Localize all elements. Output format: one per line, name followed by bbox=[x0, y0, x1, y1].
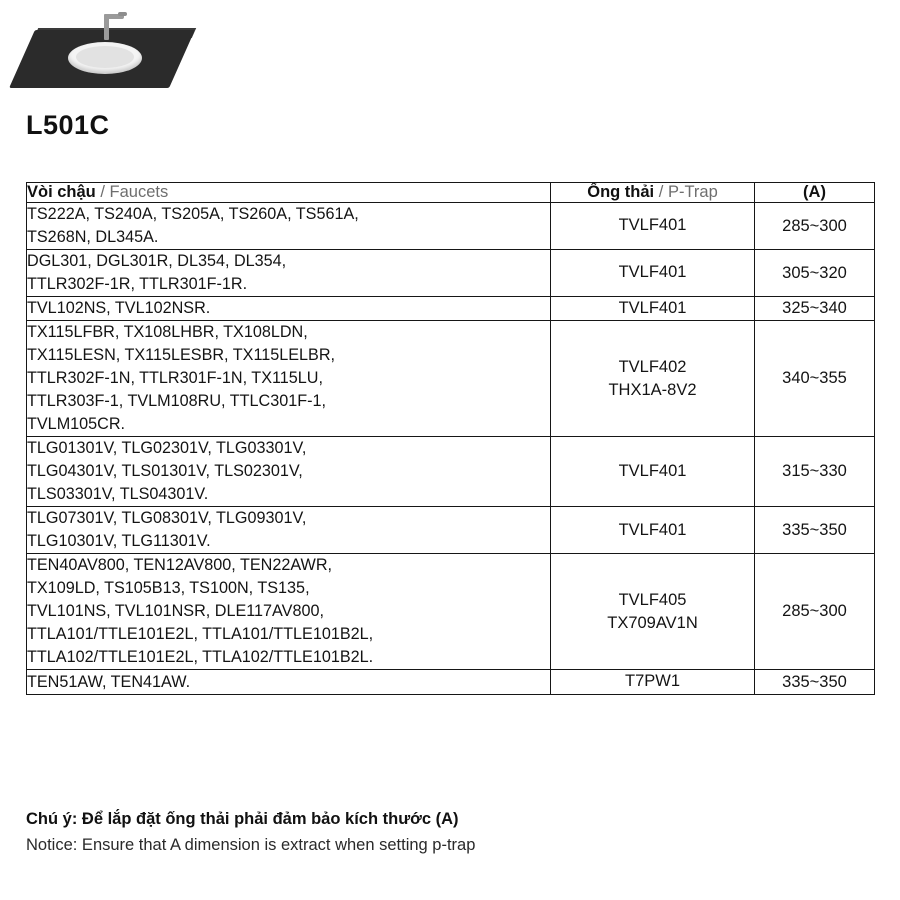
basin-bowl bbox=[76, 46, 134, 68]
faucet-line: TLG10301V, TLG11301V. bbox=[27, 532, 211, 551]
faucet-line: TTLR302F-1R, TTLR301F-1R. bbox=[27, 275, 248, 293]
cell-faucets bbox=[27, 297, 551, 321]
cell-dimension: 335~350 bbox=[755, 507, 875, 554]
ptrap-line: TX709AV1N bbox=[607, 613, 698, 632]
ptrap-line: TVLF405 bbox=[618, 590, 687, 609]
cell-dimension: 325~340 bbox=[755, 297, 875, 321]
header-faucets-en: Faucets bbox=[109, 183, 169, 201]
cell-dimension: 285~300 bbox=[755, 554, 875, 670]
faucet-line: TX115LFBR, TX108LHBR, TX108LDN, bbox=[27, 323, 308, 342]
faucet-line: TTLA101/TTLE101E2L, TTLA101/TTLE101B2L, bbox=[27, 625, 374, 644]
cell-ptrap bbox=[551, 670, 755, 694]
cell-ptrap bbox=[551, 250, 755, 297]
header-ptrap-separator: / bbox=[658, 183, 664, 201]
cell-dimension: 305~320 bbox=[755, 250, 875, 297]
cell-faucets bbox=[27, 250, 551, 297]
faucet-line: TTLA102/TTLE101E2L, TTLA102/TTLE101B2L. bbox=[27, 648, 374, 667]
table-body bbox=[27, 203, 875, 695]
faucet-line: TVLM105CR. bbox=[27, 415, 126, 434]
compatibility-table bbox=[26, 182, 875, 695]
cell-faucets bbox=[27, 203, 551, 250]
product-illustration bbox=[22, 12, 202, 94]
cell-ptrap bbox=[551, 297, 755, 321]
cell-ptrap bbox=[551, 554, 755, 670]
column-header-dimension bbox=[755, 183, 875, 203]
column-header-faucets bbox=[27, 183, 551, 203]
table-row bbox=[27, 554, 875, 670]
cell-faucets bbox=[27, 670, 551, 694]
faucet-line: TTLR302F-1N, TTLR301F-1N, TX115LU, bbox=[27, 369, 323, 388]
faucet-line: TVL101NS, TVL101NSR, DLE117AV800, bbox=[27, 602, 324, 621]
page-title: L501C bbox=[26, 110, 110, 140]
faucet-line: TVL102NS, TVL102NSR. bbox=[27, 299, 211, 318]
cell-ptrap bbox=[551, 203, 755, 250]
cell-faucets bbox=[27, 437, 551, 507]
cell-dimension: 285~300 bbox=[755, 203, 875, 250]
cell-ptrap bbox=[551, 507, 755, 554]
column-header-ptrap bbox=[551, 183, 755, 203]
cell-faucets bbox=[27, 554, 551, 670]
header-faucets-vn: Vòi chậu bbox=[27, 183, 96, 201]
table-row bbox=[27, 203, 875, 250]
cell-dimension: 315~330 bbox=[755, 437, 875, 507]
faucet-line: TEN40AV800, TEN12AV800, TEN22AWR, bbox=[27, 556, 333, 575]
faucet-line: TX109LD, TS105B13, TS100N, TS135, bbox=[27, 579, 310, 598]
faucet-line: TX115LESN, TX115LESBR, TX115LELBR, bbox=[27, 346, 336, 365]
faucet-line: TEN51AW, TEN41AW. bbox=[27, 672, 191, 691]
table-row bbox=[27, 321, 875, 437]
faucet-line: TS222A, TS240A, TS205A, TS260A, TS561A, bbox=[27, 205, 359, 223]
faucet-line: TTLR303F-1, TVLM108RU, TTLC301F-1, bbox=[27, 392, 326, 411]
table-row bbox=[27, 297, 875, 321]
cell-ptrap bbox=[551, 321, 755, 437]
faucet-handle-icon bbox=[118, 12, 127, 16]
table-row bbox=[27, 507, 875, 554]
ptrap-line: TVLF401 bbox=[618, 263, 687, 282]
header-ptrap-vn: Ống thải bbox=[587, 183, 655, 201]
ptrap-line: THX1A-8V2 bbox=[608, 380, 697, 399]
ptrap-line: T7PW1 bbox=[624, 672, 680, 691]
faucet-line: TLG01301V, TLG02301V, TLG03301V, bbox=[27, 439, 307, 458]
ptrap-line: TVLF401 bbox=[618, 462, 687, 481]
ptrap-line: TVLF402 bbox=[618, 357, 687, 376]
table-row bbox=[27, 437, 875, 507]
faucet-line: TLG04301V, TLS01301V, TLS02301V, bbox=[27, 462, 303, 481]
notice-en: Notice: Ensure that A dimension is extract when setting p-trap bbox=[26, 836, 476, 854]
ptrap-line: TVLF401 bbox=[618, 299, 687, 317]
faucet-line: DGL301, DGL301R, DL354, DL354, bbox=[27, 252, 287, 270]
header-faucets-separator: / bbox=[100, 183, 105, 201]
table-header-row bbox=[27, 183, 875, 203]
ptrap-line: TVLF401 bbox=[618, 216, 687, 235]
ptrap-line: TVLF401 bbox=[618, 520, 687, 539]
header-dimension-label: (A) bbox=[803, 183, 826, 201]
table-row bbox=[27, 670, 875, 694]
cell-ptrap bbox=[551, 437, 755, 507]
header-ptrap-en: P-Trap bbox=[667, 183, 718, 201]
table-row bbox=[27, 250, 875, 297]
faucet-line: TLS03301V, TLS04301V. bbox=[27, 485, 209, 504]
cell-dimension: 335~350 bbox=[755, 670, 875, 694]
notice-vn: Chú ý: Để lắp đặt ống thải phải đảm bảo kích thước (A) bbox=[26, 810, 459, 828]
cell-dimension: 340~355 bbox=[755, 321, 875, 437]
faucet-line: TS268N, DL345A. bbox=[27, 228, 159, 246]
cell-faucets bbox=[27, 507, 551, 554]
cell-faucets bbox=[27, 321, 551, 437]
faucet-line: TLG07301V, TLG08301V, TLG09301V, bbox=[27, 509, 307, 528]
